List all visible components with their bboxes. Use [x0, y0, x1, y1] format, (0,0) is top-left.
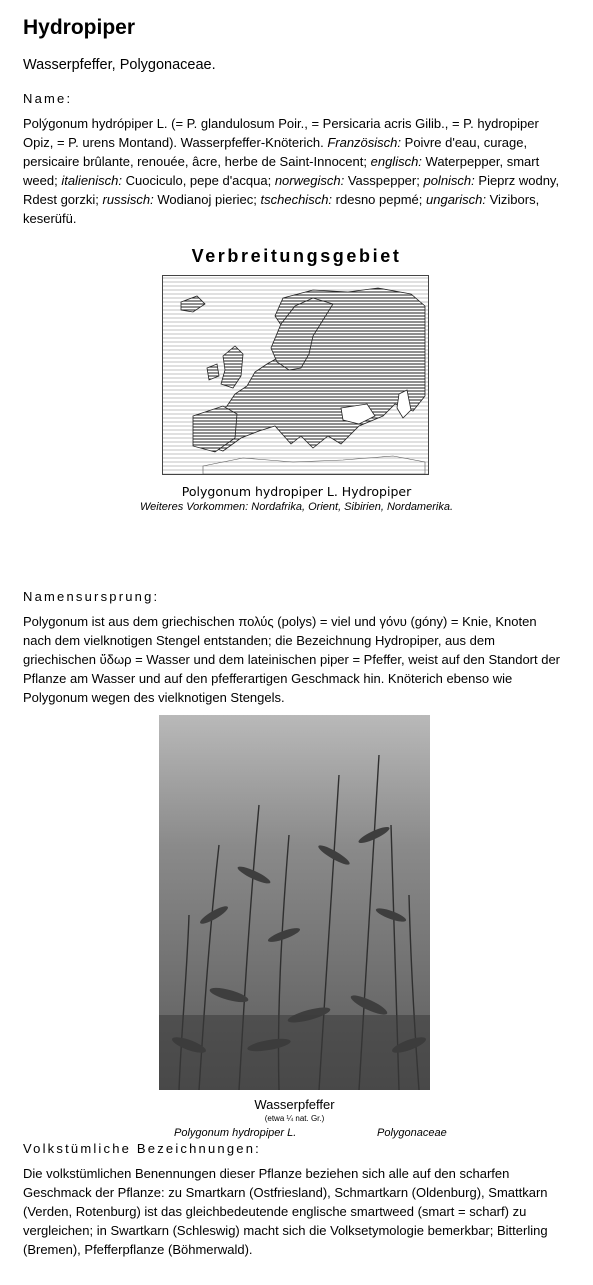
- name-text-botanical: Polýgonum hydrópiper L. (= P. glandulosum Poir., = Persicaria acris Gilib., = P. hydropiper Opiz, = P. urens Montand). Wasserpfeffer-Knöterich.: [23, 116, 539, 150]
- folk-names-heading: Volkstümliche Bezeichnungen:: [23, 1141, 261, 1156]
- label-italian: italienisch:: [61, 173, 123, 188]
- text-italian: Cuociculo, pepe d'acqua;: [122, 173, 275, 188]
- plant-photo: [159, 715, 430, 1090]
- label-english: englisch:: [370, 154, 422, 169]
- map-subcaption: Weiteres Vorkommen: Nordafrika, Orient, Sibirien, Nordamerika.: [140, 501, 453, 513]
- photo-family-name: Polygonaceae: [377, 1127, 447, 1139]
- text-hungarian: Vizibors, keserüfü.: [23, 192, 540, 226]
- photo-scale-note: (etwa ¼ nat. Gr.): [264, 1114, 325, 1123]
- photo-caption: Wasserpfeffer: [254, 1097, 335, 1112]
- label-czech: tschechisch:: [260, 192, 333, 207]
- map-caption: Polygonum hydropiper L. Hydropiper: [181, 484, 412, 499]
- label-hungarian: ungarisch:: [426, 192, 486, 207]
- text-norwegian: Vasspepper;: [344, 173, 424, 188]
- page-title: Hydropiper: [23, 16, 136, 39]
- text-english: Waterpepper, smart weed;: [23, 154, 540, 188]
- origin-paragraph: Polygonum ist aus dem griechischen πολύς (polys) = viel und γόνυ (góny) = Knie, Knoten nach dem vielknotigen Stengel entstanden; die Bezeichnung Hydropiper, aus dem griechischen ὕδωρ = Wasser und dem lateinischen piper = Pfeffer, weist auf den Standort der Pflanze am Wasser und auf den pfefferartigen Geschmack hin. Knöterich ebenso wie Polygonum wegen des vielknotigen Stengels.: [23, 614, 561, 705]
- name-heading: Name:: [23, 91, 73, 106]
- distribution-map: [162, 275, 429, 475]
- text-french: Poivre d'eau, curage, persicaire brûlante, renouée, âcre, herbe de Saint-Innocent;: [23, 135, 528, 169]
- page-subtitle: Wasserpfeffer, Polygonaceae.: [23, 57, 216, 73]
- photo-latin-name: Polygonum hydropiper L.: [174, 1127, 297, 1139]
- europe-map-graphic: [163, 276, 428, 474]
- text-russian: Wodianoj pieriec;: [153, 192, 261, 207]
- text-polish: Pieprz wodny, Rdest gorzki;: [23, 173, 560, 207]
- folk-names-paragraph: Die volkstümlichen Benennungen dieser Pflanze beziehen sich alle auf den scharfen Geschmack der Pflanze: zu Smartkarn (Ostfriesland), Schmartkarn (Oldenburg), Smattkarn (Verden, Rotenburg) ist das gleichbedeutende englische smartweed (smart = scharf) zu vergleichen; in Swartkarn (Schleswig) macht sich die Volksetymologie bemerkbar; Bitterling (Bremen), Pfefferpflanze (Böhmerwald).: [23, 1166, 548, 1257]
- map-title: Verbreitungsgebiet: [191, 246, 402, 266]
- label-norwegian: norwegisch:: [274, 173, 345, 188]
- label-russian: russisch:: [102, 192, 154, 207]
- label-french: Französisch:: [327, 135, 402, 150]
- origin-heading: Namensursprung:: [23, 589, 160, 604]
- name-paragraph: [23, 114, 568, 228]
- plant-photo-graphic: [159, 715, 430, 1090]
- text-czech: rdesno pepmé;: [332, 192, 426, 207]
- label-polish: polnisch:: [423, 173, 475, 188]
